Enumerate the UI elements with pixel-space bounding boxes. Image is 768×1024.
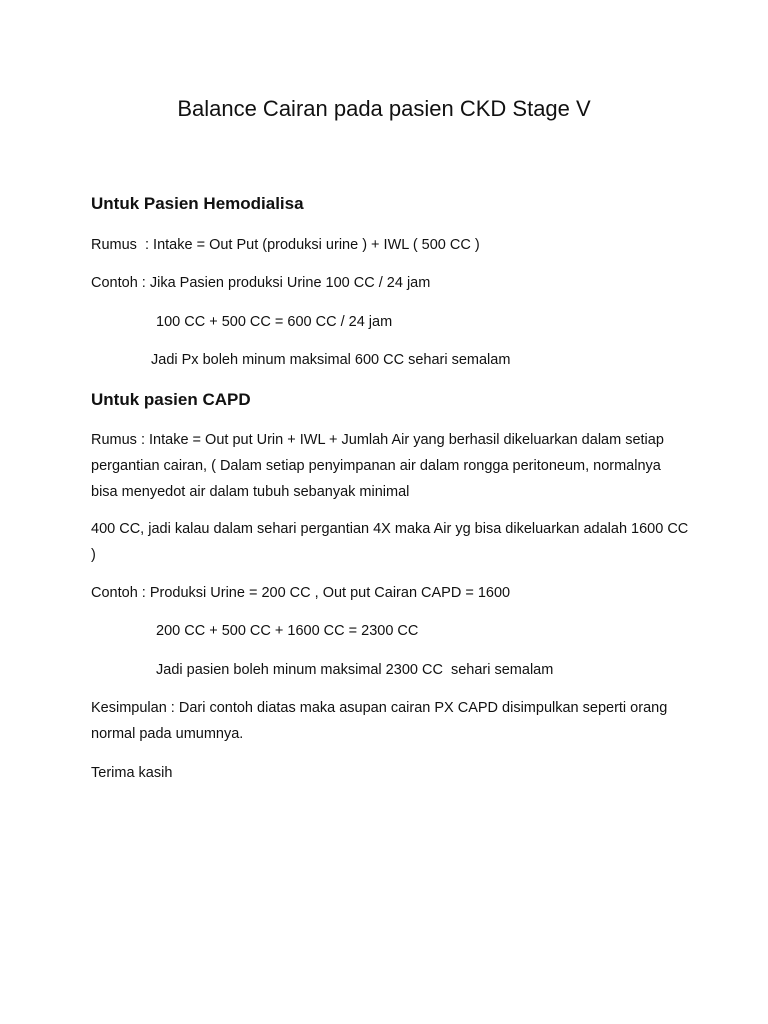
hd-rumus: Rumus : Intake = Out Put (produksi urine ) + IWL ( 500 CC ) [91, 237, 480, 253]
closing-text: Terima kasih [91, 765, 173, 781]
capd-rumus: Rumus : Intake = Out put Urin + IWL + Jumlah Air yang berhasil dikeluarkan dalam setiap pergantian cairan, ( Dalam setiap penyimpanan air dalam rongga peritoneum, normalnya bisa menyedot air dalam tubuh sebanyak minimal [91, 432, 668, 500]
capd-contoh: Contoh : Produksi Urine = 200 CC , Out put Cairan CAPD = 1600 [91, 585, 511, 601]
kesimpulan-paragraph: Kesimpulan : Dari contoh diatas maka asupan cairan PX CAPD disimpulkan seperti orang normal pada umumnya. [91, 700, 672, 742]
hd-calculation: 100 CC + 500 CC = 600 CC / 24 jam [156, 314, 393, 330]
capd-rumus-continued: 400 CC, jadi kalau dalam sehari pergantian 4X maka Air yg bisa dikeluarkan adalah 1600 CC ) [91, 521, 693, 563]
hd-contoh: Contoh : Jika Pasien produksi Urine 100 CC / 24 jam [91, 275, 431, 291]
document-title: Balance Cairan pada pasien CKD Stage V [177, 96, 591, 121]
hd-result: Jadi Px boleh minum maksimal 600 CC sehari semalam [151, 352, 511, 368]
capd-result: Jadi pasien boleh minum maksimal 2300 CC sehari semalam [156, 662, 554, 678]
capd-calculation: 200 CC + 500 CC + 1600 CC = 2300 CC [156, 623, 419, 639]
heading-capd: Untuk pasien CAPD [91, 390, 251, 409]
heading-hemodialisa: Untuk Pasien Hemodialisa [91, 194, 304, 213]
